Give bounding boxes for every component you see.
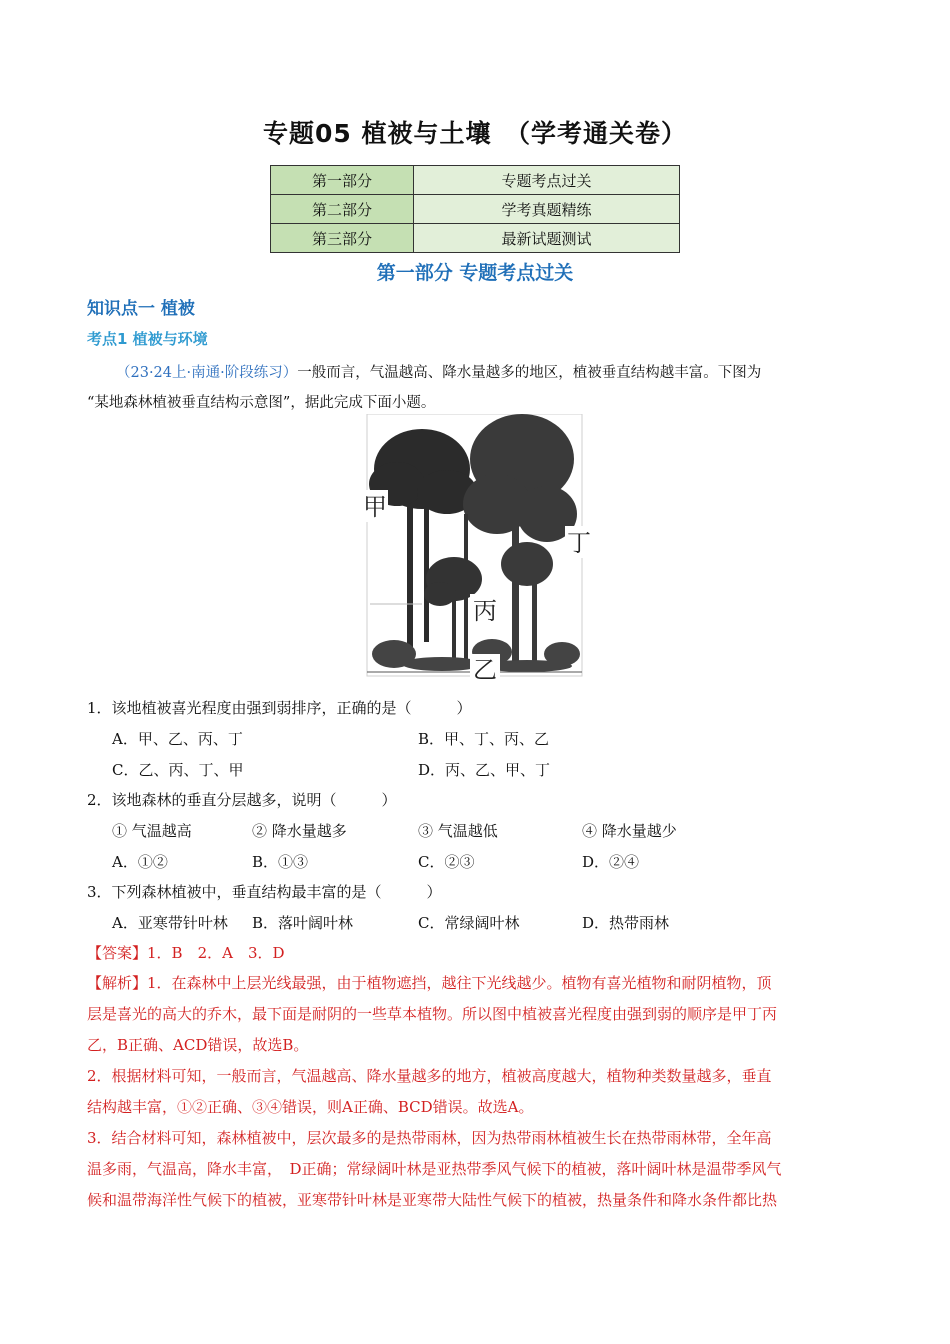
toc-table [270, 165, 680, 253]
question-stem: 3．下列森林植被中，垂直结构最丰富的是（ ） [87, 883, 442, 901]
option-b: B．①③ [252, 853, 309, 871]
label-ding: 丁 [567, 529, 591, 557]
toc-row [271, 166, 680, 195]
toc-part: 第三部分 [271, 224, 414, 253]
toc-row [271, 195, 680, 224]
option-d: D．②④ [582, 853, 640, 871]
toc-desc: 最新试题测试 [414, 224, 680, 253]
label-yi: 乙 [473, 656, 497, 684]
question-stem: 1．该地植被喜光程度由强到弱排序，正确的是（ ） [87, 699, 472, 717]
question-stem: 2．该地森林的垂直分层越多，说明（ ） [87, 791, 397, 809]
analysis-line: 乙，B正确、ACD错误，故选B。 [87, 1036, 309, 1054]
label-jia: 甲 [363, 493, 387, 521]
intro-line [87, 358, 867, 388]
analysis-line: 温多雨，气温高，降水丰富， D正确；常绿阔叶林是亚热带季风气候下的植被，落叶阔叶林是温带季风气 [87, 1160, 782, 1178]
statement-item: ② 降水量越多 [252, 822, 347, 840]
option-a: A．亚寒带针叶林 [112, 914, 228, 932]
option-a: A．甲、乙、丙、丁 [112, 730, 243, 748]
statement-item: ③ 气温越低 [418, 822, 498, 840]
statement-item: ① 气温越高 [112, 822, 192, 840]
toc-row [271, 224, 680, 253]
toc-desc: 专题考点过关 [414, 166, 680, 195]
analysis-line: 结构越丰富，①②正确、③④错误，则A正确、BCD错误。故选A。 [87, 1098, 534, 1116]
intro-text: 一般而言，气温越高、降水量越多的地区，植被垂直结构越丰富。下图为 [297, 365, 762, 381]
section-title: 第一部分 专题考点过关 [376, 262, 574, 284]
forest-structure-figure [362, 414, 602, 684]
toc-desc: 学考真题精练 [414, 195, 680, 224]
question-intro [87, 358, 867, 418]
toc-part: 第一部分 [271, 166, 414, 195]
label-bing: 丙 [473, 597, 497, 625]
analysis-line: 3．结合材料可知，森林植被中，层次最多的是热带雨林，因为热带雨林植被生长在热带雨林带，全年高 [87, 1129, 772, 1147]
knowledge-point-heading: 知识点一 植被 [87, 299, 195, 319]
analysis-line: 2．根据材料可知，一般而言，气温越高、降水量越多的地方，植被高度越大，植物种类数量越多，垂直 [87, 1067, 772, 1085]
option-b: B．甲、丁、丙、乙 [418, 730, 550, 748]
option-b: B．落叶阔叶林 [252, 914, 354, 932]
option-c: C．②③ [418, 853, 475, 871]
question-source: （23·24上·南通·阶段练习） [116, 365, 298, 381]
option-d: D．热带雨林 [582, 914, 670, 932]
option-c: C．常绿阔叶林 [418, 914, 520, 932]
page-title: 专题05 植被与土壤 （学考通关卷） [263, 119, 687, 148]
option-a: A．①② [112, 853, 168, 871]
intro-line: “某地森林植被垂直结构示意图”，据此完成下面小题。 [87, 395, 436, 411]
option-c: C．乙、丙、丁、甲 [112, 761, 244, 779]
analysis-line: 候和温带海洋性气候下的植被，亚寒带针叶林是亚寒带大陆性气候下的植被，热量条件和降水条件都比热 [87, 1191, 778, 1209]
toc-part: 第二部分 [271, 195, 414, 224]
answer-line: 【答案】1．B 2．A 3．D [87, 944, 285, 962]
option-d: D．丙、乙、甲、丁 [418, 761, 551, 779]
analysis-line: 【解析】1．在森林中上层光线最强，由于植物遮挡，越往下光线越少。植物有喜光植物和耐阴植物，顶 [87, 974, 772, 992]
statement-item: ④ 降水量越少 [582, 822, 677, 840]
exam-point-heading: 考点1 植被与环境 [87, 330, 208, 348]
analysis-block [87, 968, 867, 1216]
analysis-line: 层是喜光的高大的乔木，最下面是耐阴的一些草本植物。所以图中植被喜光程度由强到弱的顺序是甲丁丙 [87, 1005, 778, 1023]
